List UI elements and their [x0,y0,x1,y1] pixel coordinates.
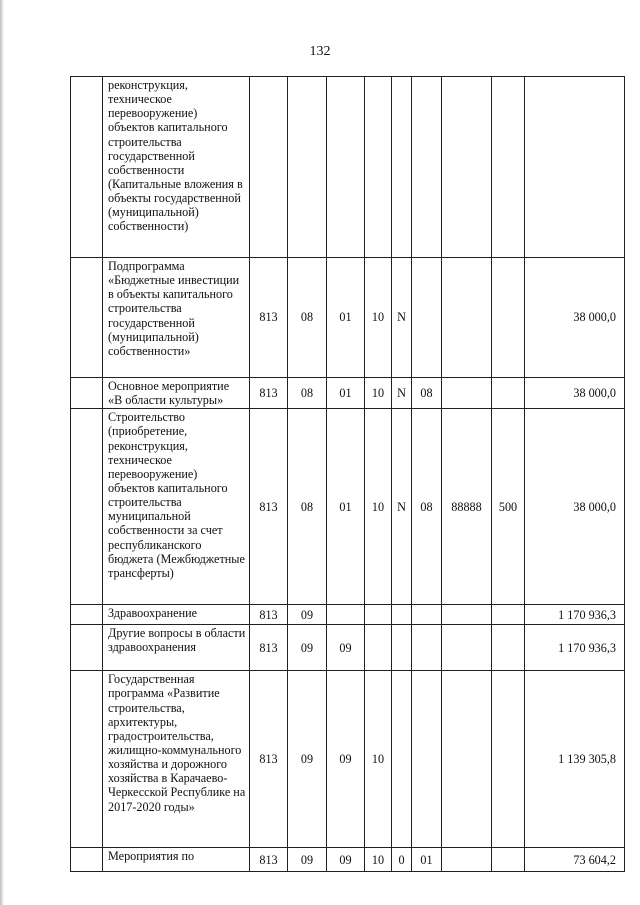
ministry-code-cell: 813 [250,671,288,848]
section-code-cell: 09 [288,605,327,625]
table-row [71,258,625,378]
subprogram-code-cell: N [392,258,412,378]
program-code-cell: 10 [365,409,392,605]
table-row [71,605,625,625]
direction-code-cell: 88888 [442,409,492,605]
subsection-code-cell: 09 [327,671,365,848]
amount-cell: 38 000,0 [525,258,625,378]
subsection-code-cell [327,77,365,258]
section-code-cell: 09 [288,848,327,872]
expense-type-cell [492,848,525,872]
event-code-cell: 08 [412,378,442,409]
amount-cell: 38 000,0 [525,378,625,409]
table-row [71,671,625,848]
subsection-code-cell: 09 [327,625,365,671]
subprogram-code-cell: N [392,409,412,605]
section-code-cell: 08 [288,258,327,378]
event-code-cell [412,625,442,671]
direction-code-cell [442,258,492,378]
ministry-code-cell: 813 [250,605,288,625]
budget-table [70,76,625,872]
subsection-code-cell: 01 [327,258,365,378]
expense-type-cell: 500 [492,409,525,605]
expense-type-cell [492,77,525,258]
event-code-cell [412,258,442,378]
table-row [71,848,625,872]
row-number-cell [71,409,103,605]
section-code-cell: 08 [288,409,327,605]
item-name-cell: реконструкция, техническое перевооружение) объектов капитального строительства государственной собственности (Капитальные вложения в объекты государственной (муниципальной) собственности) [103,77,250,258]
ministry-code-cell: 813 [250,378,288,409]
program-code-cell [365,77,392,258]
expense-type-cell [492,605,525,625]
subprogram-code-cell [392,77,412,258]
table-row [71,625,625,671]
item-name-cell: Другие вопросы в области здравоохранения [103,625,250,671]
subprogram-code-cell [392,671,412,848]
amount-cell: 1 139 305,8 [525,671,625,848]
event-code-cell [412,77,442,258]
item-name-cell: Здравоохранение [103,605,250,625]
section-code-cell: 09 [288,625,327,671]
subprogram-code-cell: N [392,378,412,409]
expense-type-cell [492,258,525,378]
item-name-cell: Основное мероприятие «В области культуры» [103,378,250,409]
subsection-code-cell: 01 [327,409,365,605]
row-number-cell [71,258,103,378]
amount-cell: 73 604,2 [525,848,625,872]
direction-code-cell [442,625,492,671]
direction-code-cell [442,848,492,872]
event-code-cell: 08 [412,409,442,605]
table-row [71,378,625,409]
expense-type-cell [492,625,525,671]
amount-cell: 1 170 936,3 [525,605,625,625]
expense-type-cell [492,671,525,848]
item-name-cell: Строительство (приобретение, реконструкция, техническое перевооружение) объектов капитального строительства муниципальной собственности за счет республиканского бюджета (Межбюджетные трансферты) [103,409,250,605]
direction-code-cell [442,378,492,409]
subprogram-code-cell: 0 [392,848,412,872]
section-code-cell: 08 [288,378,327,409]
row-number-cell [71,378,103,409]
subsection-code-cell: 09 [327,848,365,872]
table-row [71,409,625,605]
program-code-cell: 10 [365,258,392,378]
expense-type-cell [492,378,525,409]
program-code-cell [365,605,392,625]
ministry-code-cell: 813 [250,625,288,671]
section-code-cell [288,77,327,258]
row-number-cell [71,625,103,671]
ministry-code-cell [250,77,288,258]
subsection-code-cell [327,605,365,625]
table-row [71,77,625,258]
section-code-cell: 09 [288,671,327,848]
amount-cell [525,77,625,258]
event-code-cell [412,605,442,625]
row-number-cell [71,605,103,625]
amount-cell: 38 000,0 [525,409,625,605]
program-code-cell: 10 [365,848,392,872]
program-code-cell [365,625,392,671]
ministry-code-cell: 813 [250,409,288,605]
ministry-code-cell: 813 [250,848,288,872]
row-number-cell [71,77,103,258]
direction-code-cell [442,671,492,848]
subsection-code-cell: 01 [327,378,365,409]
ministry-code-cell: 813 [250,258,288,378]
row-number-cell [71,848,103,872]
item-name-cell: Подпрограмма «Бюджетные инвестиции в объекты капитального строительства государственной (муниципальной) собственности» [103,258,250,378]
direction-code-cell [442,77,492,258]
item-name-cell: Государственная программа «Развитие строительства, архитектуры, градостроительства, жилищно-коммунального хозяйства и дорожного хозяйства в Карачаево-Черкесской Республике на 2017-2020 годы» [103,671,250,848]
scan-edge [0,0,4,905]
row-number-cell [71,671,103,848]
event-code-cell [412,671,442,848]
subprogram-code-cell [392,605,412,625]
event-code-cell: 01 [412,848,442,872]
program-code-cell: 10 [365,378,392,409]
program-code-cell: 10 [365,671,392,848]
amount-cell: 1 170 936,3 [525,625,625,671]
direction-code-cell [442,605,492,625]
item-name-cell: Мероприятия по [103,848,250,872]
subprogram-code-cell [392,625,412,671]
page-number: 132 [309,44,331,59]
